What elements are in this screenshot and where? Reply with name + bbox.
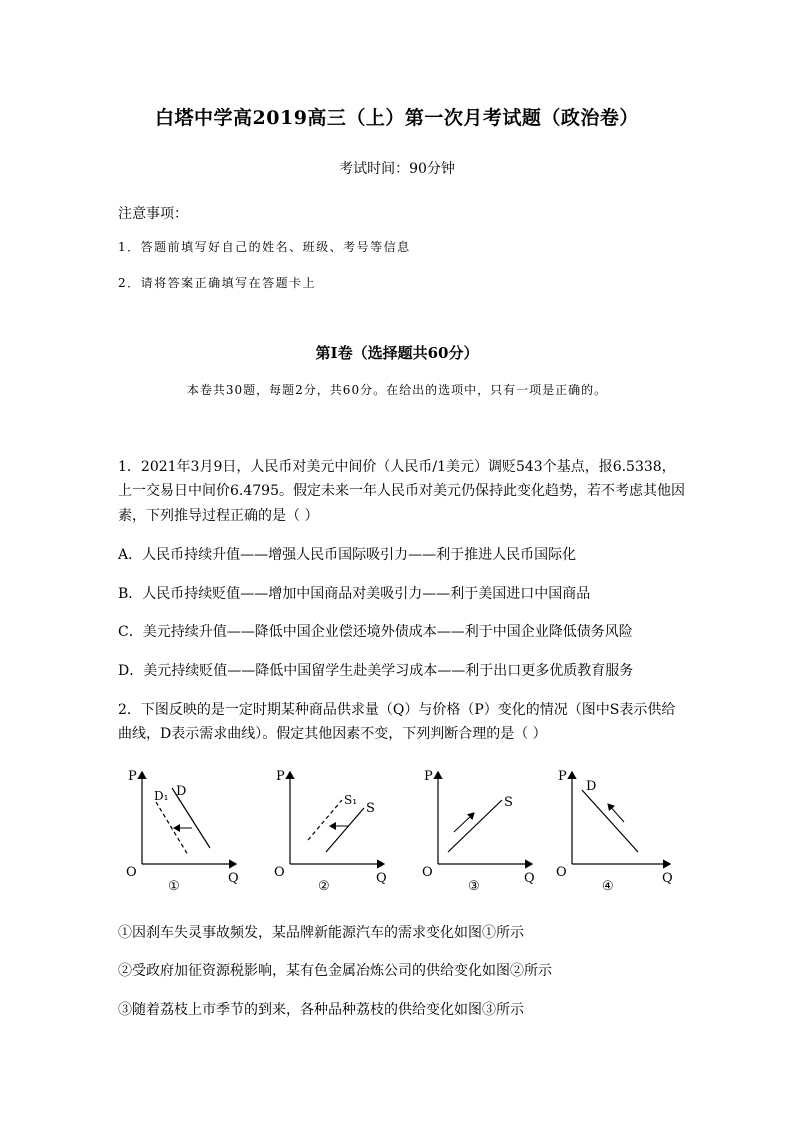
option-d: D．美元持续贬值——降低中国留学生赴美学习成本——利于出口更多优质教育服务 — [118, 663, 634, 679]
graph-1 — [118, 760, 248, 895]
graph-caption: ③ — [468, 879, 480, 894]
note-item: 1．答题前填写好自己的姓名、班级、考号等信息 — [118, 240, 411, 254]
curve-label: D₁ — [154, 789, 169, 803]
origin-label: O — [422, 865, 433, 880]
y-axis-label: P — [424, 769, 433, 784]
curve-label: D — [586, 779, 597, 794]
curve-label: S — [504, 795, 513, 810]
note-item: 2．请将答案正确填写在答题卡上 — [118, 276, 317, 290]
curve-label: S — [366, 801, 375, 816]
section-title: 第I卷（选择题共60分） — [315, 344, 479, 362]
graph-4 — [548, 760, 678, 895]
curve-label: S₁ — [344, 793, 358, 807]
question-line: 2．下图反映的是一定时期某种商品供求量（Q）与价格（P）变化的情况（图中S表示供给 — [118, 702, 676, 718]
question-line: 1．2021年3月9日，人民币对美元中间价（人民币/1美元）调贬543个基点，报6.5338， — [118, 459, 676, 475]
x-axis-label: Q — [376, 871, 387, 886]
origin-label: O — [556, 865, 567, 880]
y-axis-label: P — [128, 769, 137, 784]
origin-label: O — [126, 865, 137, 880]
x-axis-label: Q — [524, 871, 535, 886]
y-axis-label: P — [276, 769, 285, 784]
graph-caption: ① — [168, 879, 180, 894]
graph-caption: ④ — [602, 879, 614, 894]
curve-label: D — [176, 784, 187, 799]
statement-3: ③随着荔枝上市季节的到来，各种品种荔枝的供给变化如图③所示 — [118, 1002, 524, 1018]
notes-heading: 注意事项： — [118, 206, 188, 222]
question-line: 素，下列推导过程正确的是（ ） — [118, 508, 319, 524]
section-description: 本卷共30题，每题2分，共60分。在给出的选项中，只有一项是正确的。 — [186, 383, 608, 397]
question-line: 上一交易日中间价6.4795。假定未来一年人民币对美元仍保持此变化趋势，若不考虑其他因 — [118, 483, 685, 499]
origin-label: O — [274, 865, 285, 880]
graph-3 — [414, 760, 544, 895]
exam-time: 考试时间：90分钟 — [339, 161, 455, 177]
option-b: B．人民币持续贬值——增加中国商品对美吸引力——利于美国进口中国商品 — [118, 586, 591, 602]
graph-caption: ② — [318, 879, 330, 894]
graph-2 — [266, 760, 396, 895]
option-c: C．美元持续升值——降低中国企业偿还境外债成本——利于中国企业降低债务风险 — [118, 624, 633, 640]
statement-2: ②受政府加征资源税影响，某有色金属冶炼公司的供给变化如图②所示 — [118, 963, 552, 979]
question-line: 曲线，D表示需求曲线）。假定其他因素不变，下列判断合理的是（ ） — [118, 726, 547, 742]
page-title: 白塔中学高2019高三（上）第一次月考试题（政治卷） — [155, 107, 639, 129]
y-axis-label: P — [558, 769, 567, 784]
x-axis-label: Q — [662, 871, 673, 886]
option-a: A．人民币持续升值——增强人民币国际吸引力——利于推进人民币国际化 — [118, 547, 577, 563]
supply-demand-graphs — [118, 760, 678, 895]
x-axis-label: Q — [228, 871, 239, 886]
statement-1: ①因刹车失灵事故频发，某品牌新能源汽车的需求变化如图①所示 — [118, 925, 524, 941]
